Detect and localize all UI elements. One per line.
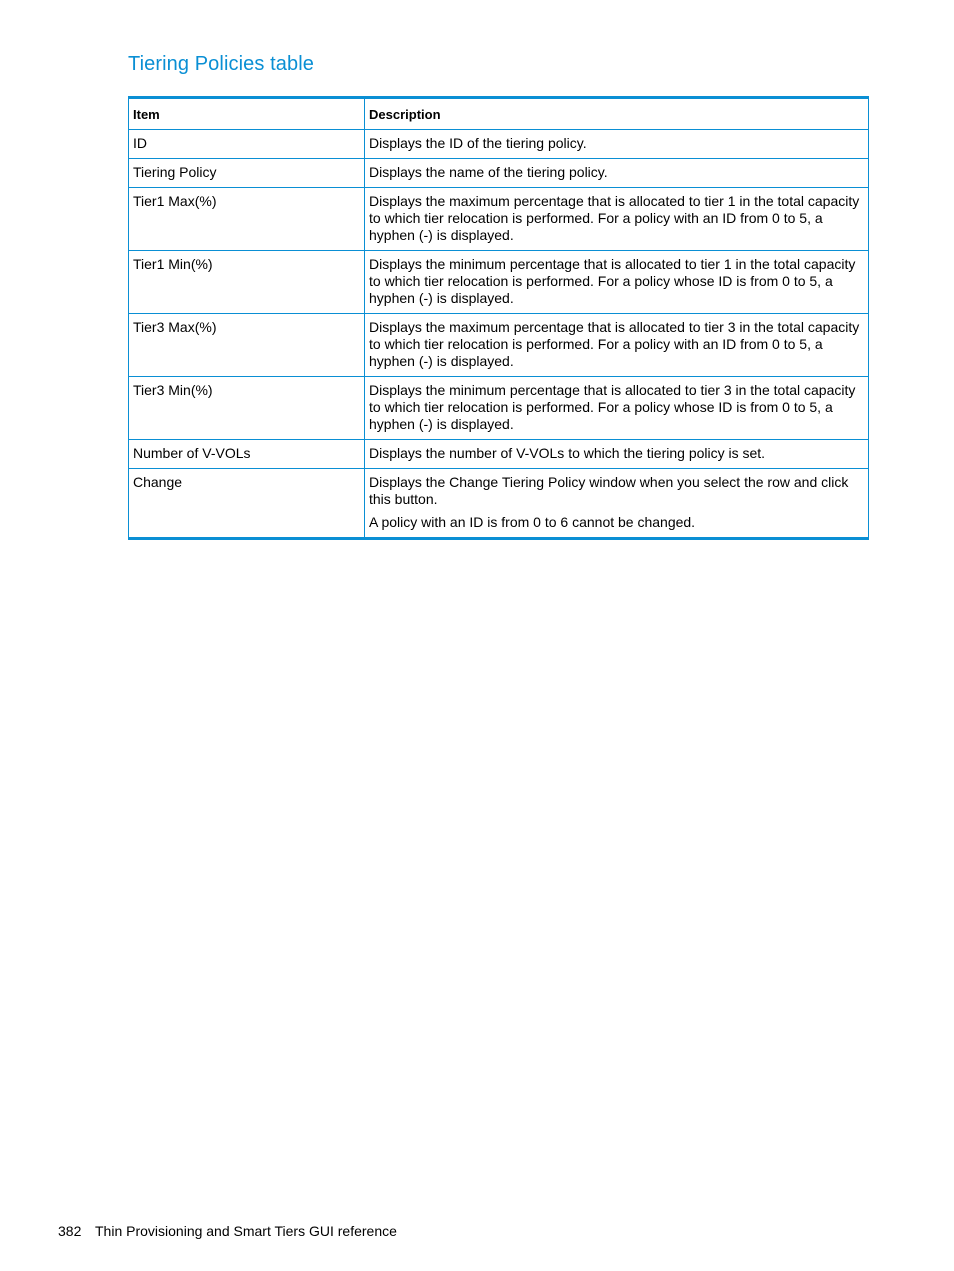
row-item: Change [129, 469, 365, 539]
row-description [365, 314, 869, 377]
row-description [365, 440, 869, 469]
description-paragraph: Displays the minimum percentage that is allocated to tier 3 in the total capacity to which tier relocation is performed. For a policy whose ID is from 0 to 5, a hyphen (-) is displayed. [369, 382, 856, 432]
row-description [365, 251, 869, 314]
description-paragraph: Displays the minimum percentage that is allocated to tier 1 in the total capacity to which tier relocation is performed. For a policy whose ID is from 0 to 5, a hyphen (-) is displayed. [369, 256, 856, 306]
description-paragraph: Displays the maximum percentage that is allocated to tier 3 in the total capacity to which tier relocation is performed. For a policy with an ID from 0 to 5, a hyphen (-) is displayed. [369, 319, 860, 369]
table-row [129, 130, 869, 159]
row-description [365, 159, 869, 188]
description-paragraph: Displays the Change Tiering Policy window when you select the row and click this button. [369, 474, 849, 507]
table-row [129, 314, 869, 377]
header-item: Item [129, 98, 365, 130]
description-paragraph: A policy with an ID is from 0 to 6 cannot be changed. [369, 514, 696, 530]
table-row [129, 440, 869, 469]
table-row [129, 159, 869, 188]
row-item: Tier1 Min(%) [129, 251, 365, 314]
tiering-policies-table-wrapper [128, 96, 868, 540]
table-row [129, 377, 869, 440]
description-paragraph: Displays the maximum percentage that is allocated to tier 1 in the total capacity to which tier relocation is performed. For a policy with an ID from 0 to 5, a hyphen (-) is displayed. [369, 193, 860, 243]
page-number: 382 [58, 1223, 82, 1239]
description-paragraph: Displays the name of the tiering policy. [369, 164, 608, 180]
row-item: Tier1 Max(%) [129, 188, 365, 251]
header-description: Description [365, 98, 869, 130]
row-item: Tier3 Max(%) [129, 314, 365, 377]
row-description [365, 130, 869, 159]
tiering-policies-table [128, 96, 869, 540]
row-item: Number of V-VOLs [129, 440, 365, 469]
table-row [129, 469, 869, 539]
row-description [365, 188, 869, 251]
page-footer [58, 1223, 397, 1239]
description-paragraph: Displays the ID of the tiering policy. [369, 135, 587, 151]
table-header-row [129, 98, 869, 130]
section-title: Tiering Policies table [128, 53, 314, 75]
row-description [365, 377, 869, 440]
table-row [129, 251, 869, 314]
row-item: Tier3 Min(%) [129, 377, 365, 440]
row-description [365, 469, 869, 539]
row-item: Tiering Policy [129, 159, 365, 188]
row-item: ID [129, 130, 365, 159]
footer-text: Thin Provisioning and Smart Tiers GUI reference [95, 1223, 397, 1239]
description-paragraph: Displays the number of V-VOLs to which the tiering policy is set. [369, 445, 766, 461]
table-row [129, 188, 869, 251]
